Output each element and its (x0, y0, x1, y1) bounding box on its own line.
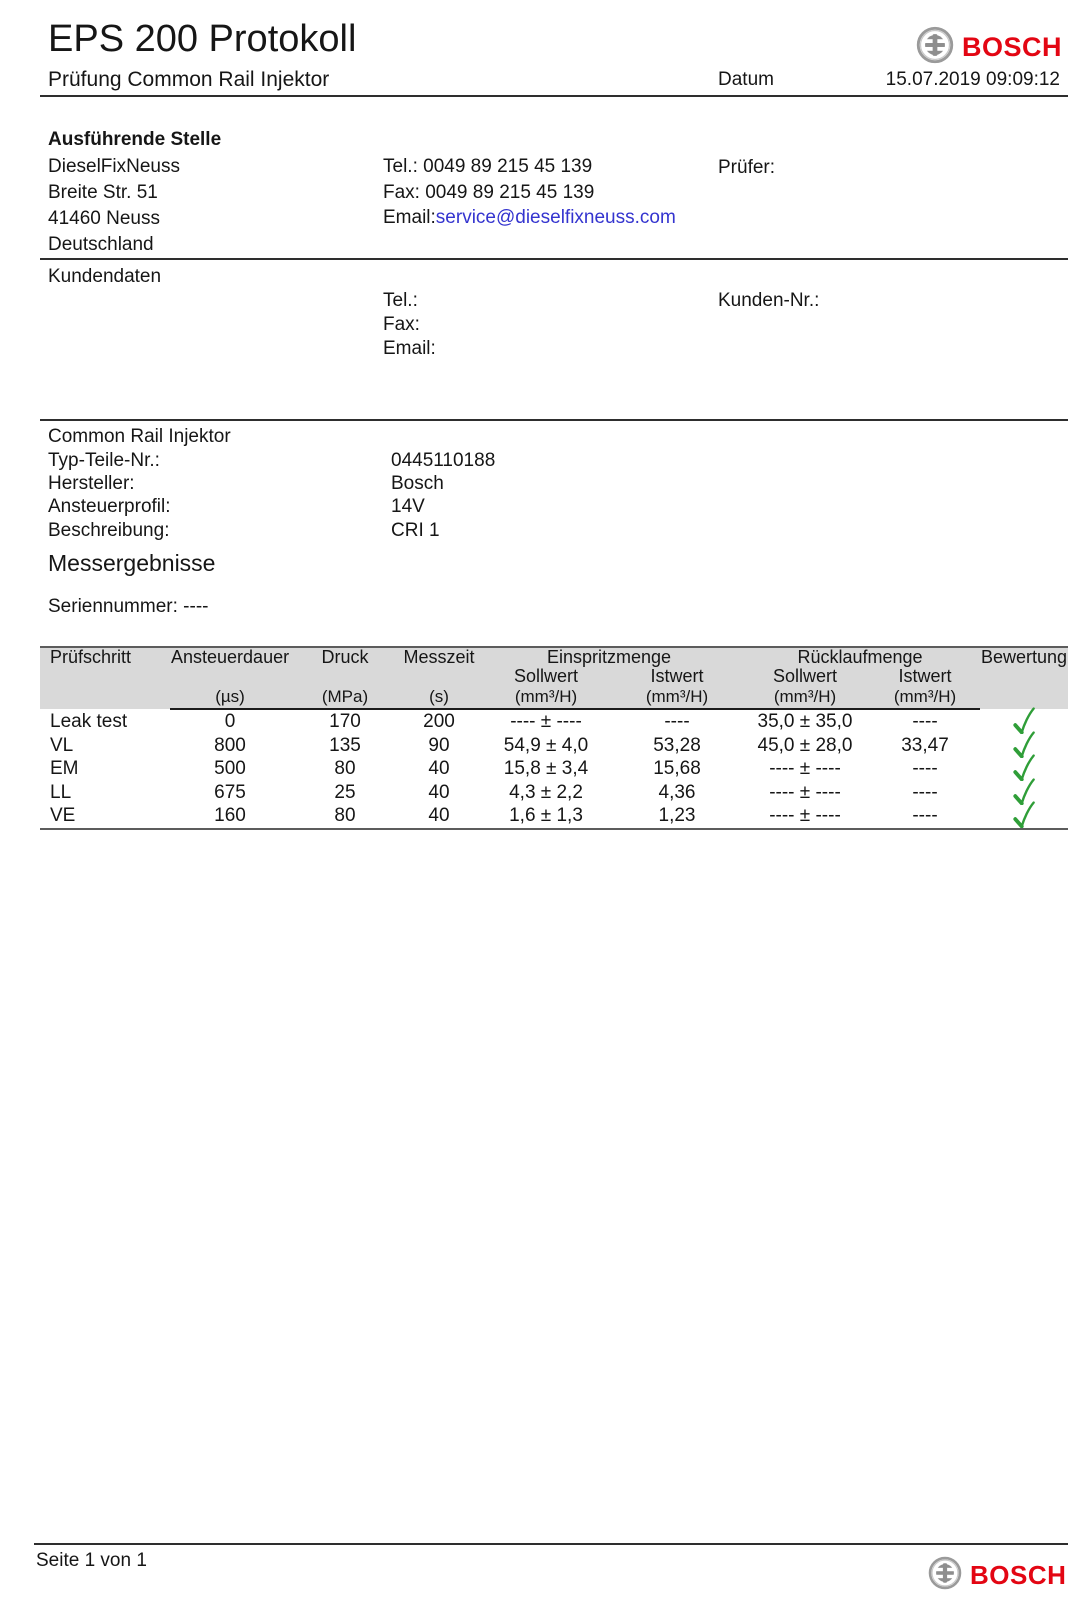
bosch-logo-footer (928, 1556, 962, 1594)
cell-ruecklauf-istwert: ---- (912, 805, 938, 826)
cell-ansteuerdauer: 0 (224, 711, 236, 732)
company-street: Breite Str. 51 (48, 182, 158, 203)
col-header-druck: Druck (321, 647, 369, 667)
col-group-einspritzmenge: Einspritzmenge (546, 647, 672, 667)
serial-number: Seriennummer: ---- (48, 596, 209, 617)
company-email-row (383, 208, 676, 229)
section-heading: Common Rail Injektor (48, 426, 231, 447)
email-label: Email: (383, 207, 436, 228)
cell-druck: 135 (329, 734, 361, 756)
table-row (40, 781, 1068, 805)
customer-fax-label: Fax: (383, 314, 420, 335)
field-value: CRI 1 (391, 520, 440, 541)
bosch-logo-header (916, 26, 954, 68)
section-heading: Ausführende Stelle (48, 129, 222, 150)
cell-pruefschritt: VE (50, 805, 76, 826)
cell-ruecklauf-sollwert: 35,0 ± 35,0 (757, 711, 853, 732)
cell-ruecklauf-sollwert: 45,0 ± 28,0 (757, 734, 853, 756)
section-divider-1 (40, 258, 1068, 260)
bosch-wordmark: BOSCH (962, 32, 1063, 62)
field-value: 14V (391, 496, 425, 517)
cell-bewertung (980, 734, 1068, 758)
email-link[interactable]: service@dieselfixneuss.com (435, 207, 676, 228)
bosch-emblem-icon (916, 26, 954, 64)
col-unit-s: (s) (400, 686, 478, 709)
company-fax: Fax: 0049 89 215 45 139 (383, 182, 595, 203)
footer-page-number: Seite 1 von 1 (36, 1550, 147, 1571)
col-header-sollwert: Sollwert (513, 667, 579, 686)
cell-messzeit: 40 (428, 781, 450, 803)
date-value: 15.07.2019 09:09:12 (885, 69, 1060, 90)
customer-tel-label: Tel.: (383, 290, 418, 311)
col-unit-mm3h: (mm³/H) (478, 686, 614, 709)
cell-pruefschritt: VL (50, 734, 74, 756)
col-unit-mm3h: (mm³/H) (614, 686, 740, 709)
table-row (40, 734, 1068, 758)
bosch-wordmark: BOSCH (970, 1560, 1067, 1590)
cell-druck: 25 (334, 781, 356, 803)
cell-ruecklauf-sollwert: ---- ± ---- (769, 781, 841, 803)
col-header-sollwert: Sollwert (772, 667, 838, 686)
cell-messzeit: 40 (428, 805, 450, 826)
cell-ruecklauf-istwert: ---- (912, 711, 938, 732)
cell-ruecklauf-sollwert: ---- ± ---- (769, 805, 841, 826)
cell-ruecklauf-istwert: ---- (912, 758, 938, 779)
cell-einspritz-istwert: 4,36 (658, 781, 696, 803)
cell-druck: 170 (329, 711, 361, 732)
cell-druck: 80 (334, 805, 356, 826)
section-heading: Kundendaten (48, 266, 162, 287)
company-name: DieselFixNeuss (48, 156, 180, 177)
date-label: Datum (718, 69, 774, 90)
field-value: Bosch (391, 473, 444, 494)
table-row (40, 804, 1068, 829)
cell-druck: 80 (334, 758, 356, 779)
cell-ansteuerdauer: 800 (214, 734, 246, 756)
check-icon (1013, 707, 1035, 734)
table-row (40, 757, 1068, 781)
cell-ansteuerdauer: 675 (214, 781, 246, 803)
cell-ruecklauf-sollwert: ---- ± ---- (769, 758, 841, 779)
cell-pruefschritt: Leak test (50, 710, 128, 732)
cell-einspritz-sollwert: 15,8 ± 3,4 (503, 758, 589, 779)
col-header-ansteuerdauer: Ansteuerdauer (171, 647, 290, 667)
cell-einspritz-sollwert: 1,6 ± 1,3 (509, 805, 583, 826)
page-title: EPS 200 Protokoll (48, 18, 357, 60)
cell-bewertung (980, 804, 1068, 829)
customer-email-label: Email: (383, 338, 436, 359)
cell-einspritz-sollwert: 54,9 ± 4,0 (503, 734, 589, 756)
results-heading: Messergebnisse (48, 550, 216, 576)
cell-ansteuerdauer: 500 (214, 758, 246, 779)
field-label: Beschreibung: (48, 520, 170, 541)
cell-messzeit: 200 (423, 711, 455, 732)
footer-divider (34, 1543, 1068, 1545)
col-header-pruefschritt: Prüfschritt (50, 647, 132, 667)
cell-einspritz-sollwert: 4,3 ± 2,2 (509, 781, 583, 803)
cell-ansteuerdauer: 160 (214, 805, 246, 826)
col-header-messzeit: Messzeit (403, 647, 475, 667)
field-label: Ansteuerprofil: (48, 496, 171, 517)
col-unit-mpa: (MPa) (290, 686, 400, 709)
cell-bewertung (980, 757, 1068, 781)
col-unit-mm3h: (mm³/H) (870, 686, 980, 709)
cell-messzeit: 90 (428, 734, 450, 756)
cell-einspritz-istwert: ---- (664, 711, 690, 732)
field-label: Typ-Teile-Nr.: (48, 450, 160, 471)
company-tel: Tel.: 0049 89 215 45 139 (383, 156, 593, 177)
cell-ruecklauf-istwert: ---- (912, 781, 938, 803)
col-unit-us: (µs) (170, 686, 290, 709)
table-row (40, 709, 1068, 734)
cell-ruecklauf-istwert: 33,47 (901, 734, 949, 756)
field-value: 0445110188 (391, 450, 496, 471)
col-header-istwert: Istwert (650, 667, 704, 686)
col-header-bewertung: Bewertung (981, 647, 1068, 667)
pruefer-label: Prüfer: (718, 157, 776, 178)
cell-einspritz-istwert: 53,28 (653, 734, 701, 756)
cell-einspritz-sollwert: ---- ± ---- (510, 711, 582, 732)
customer-number-label: Kunden-Nr.: (718, 290, 820, 311)
cell-einspritz-istwert: 1,23 (658, 805, 696, 826)
field-label: Hersteller: (48, 473, 135, 494)
cell-bewertung (980, 709, 1068, 734)
company-city: 41460 Neuss (48, 208, 160, 229)
header-divider (40, 95, 1068, 97)
bosch-emblem-icon (928, 1556, 962, 1590)
col-group-ruecklaufmenge: Rücklaufmenge (797, 647, 923, 667)
check-icon (1013, 801, 1035, 828)
page-subtitle: Prüfung Common Rail Injektor (48, 68, 330, 91)
col-unit-mm3h: (mm³/H) (740, 686, 870, 709)
cell-bewertung (980, 781, 1068, 805)
measurement-table (40, 646, 1068, 830)
cell-einspritz-istwert: 15,68 (653, 758, 701, 779)
cell-messzeit: 40 (428, 758, 450, 779)
col-header-istwert: Istwert (898, 667, 952, 686)
cell-pruefschritt: EM (50, 758, 79, 779)
company-country: Deutschland (48, 234, 154, 255)
cell-pruefschritt: LL (50, 781, 72, 803)
section-divider-2 (40, 419, 1068, 421)
